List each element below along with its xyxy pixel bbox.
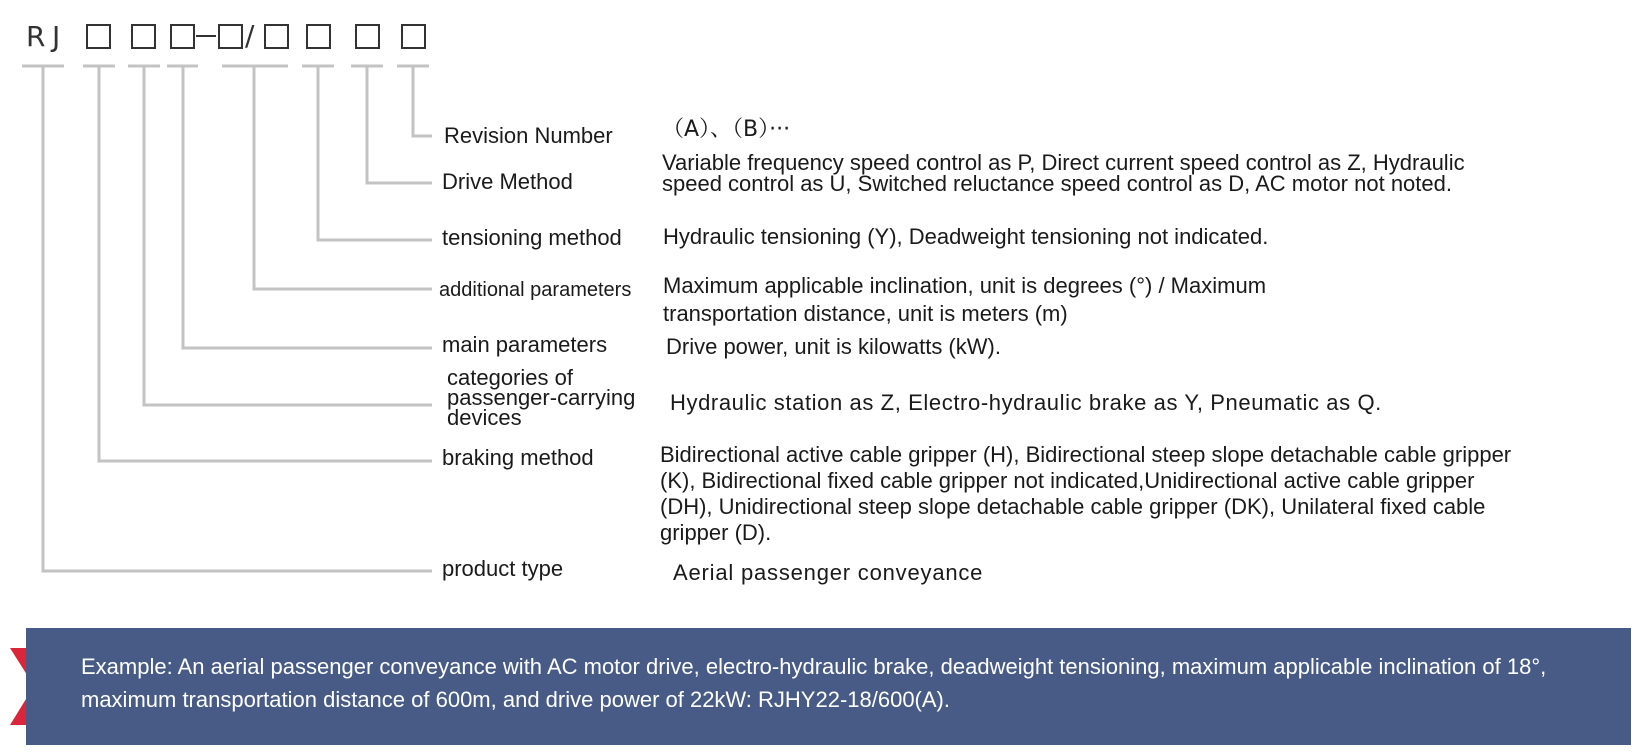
desc-main-parameters: Drive power, unit is kilowatts (kW). bbox=[666, 334, 1001, 359]
code-box-devices bbox=[131, 24, 156, 49]
code-box-main-params bbox=[170, 24, 195, 49]
connector-braking-method bbox=[99, 66, 432, 461]
code-slash: / bbox=[245, 19, 255, 52]
connector-passenger-devices bbox=[144, 66, 432, 405]
connector-drive-method bbox=[367, 66, 432, 183]
desc-passenger-devices: Hydraulic station as Z, Electro-hydraulic brake as Y, Pneumatic as Q. bbox=[670, 390, 1382, 415]
label-drive-method: Drive Method bbox=[442, 169, 573, 194]
code-box-distance bbox=[264, 24, 289, 49]
desc-revision-number: （A）、（B）··· bbox=[662, 117, 791, 142]
example-text: Example: An aerial passenger conveyance with AC motor drive, electro-hydraulic brake, deadweight tensioning, maximum applicable inclination of 18°, maximum transportation distance of 600m, and drive power of 22kW: RJHY22-18/600(A). bbox=[81, 654, 1547, 712]
label-additional-parameters: additional parameters bbox=[439, 279, 632, 301]
code-box-braking bbox=[86, 24, 111, 49]
code-box-inclination bbox=[218, 24, 243, 49]
connector-main-parameters bbox=[183, 66, 432, 348]
connector-revision-number bbox=[413, 66, 432, 136]
code-box-tensioning bbox=[306, 24, 331, 49]
desc-drive-method: Variable frequency speed control as P, Direct current speed control as Z, Hydraulic speed control as U, Switched reluctance speed control as D, AC motor not noted. bbox=[662, 150, 1465, 196]
label-product-type: product type bbox=[442, 556, 564, 581]
code-letter-r: R bbox=[26, 20, 46, 53]
label-braking-method: braking method bbox=[442, 445, 594, 470]
code-dash bbox=[196, 35, 216, 37]
label-revision-number: Revision Number bbox=[444, 123, 613, 148]
code-letter-j: J bbox=[52, 20, 61, 53]
label-passenger-devices: categories of passenger-carrying devices bbox=[447, 365, 636, 430]
connector-tensioning-method bbox=[318, 66, 432, 240]
label-main-parameters: main parameters bbox=[442, 332, 608, 357]
connector-additional-parameters bbox=[254, 66, 432, 289]
connector-product-type bbox=[43, 66, 432, 571]
code-box-revision bbox=[401, 24, 426, 49]
desc-braking-method: Bidirectional active cable gripper (H), Bidirectional steep slope detachable cable gripper (K), Bidirectional fixed cable gripper not indicated,Unidirectional active cable gripper (DH), Unidirectional steep slope detachable cable gripper (DK), Unilateral fixed cable gripper (D). bbox=[660, 442, 1512, 545]
desc-tensioning-method: Hydraulic tensioning (Y), Deadweight tensioning not indicated. bbox=[663, 224, 1269, 249]
code-box-drive bbox=[355, 24, 380, 49]
label-tensioning-method: tensioning method bbox=[442, 225, 622, 250]
desc-additional-parameters: Maximum applicable inclination, unit is degrees (°) / Maximum transportation distance, unit is meters (m) bbox=[663, 273, 1267, 326]
desc-product-type: Aerial passenger conveyance bbox=[673, 560, 984, 585]
